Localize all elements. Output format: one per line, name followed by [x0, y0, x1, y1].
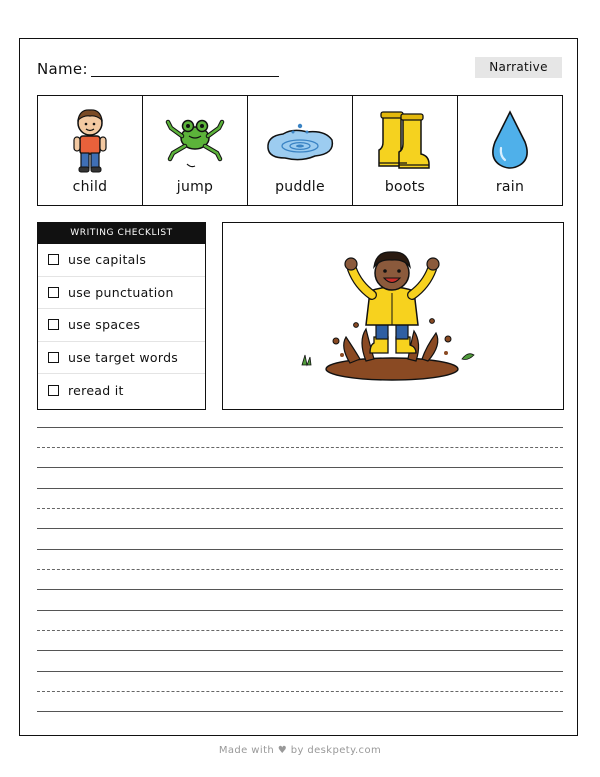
checkbox[interactable] [48, 352, 59, 363]
writing-line[interactable] [37, 467, 563, 468]
vocab-word: child [72, 179, 108, 195]
vocab-word: rain [495, 179, 525, 195]
checklist-title: WRITING CHECKLIST [38, 223, 205, 244]
checklist-item-label: reread it [68, 383, 124, 399]
genre-badge: Narrative [475, 57, 562, 78]
vocab-word: boots [384, 179, 426, 195]
checkbox[interactable] [48, 287, 59, 298]
child-jumping-in-puddle-illustration [296, 245, 486, 385]
vocab-card-jump [143, 96, 248, 205]
checklist-item-label: use target words [68, 350, 179, 366]
footer-made-with: Made with [218, 745, 275, 756]
vocab-word: puddle [275, 179, 325, 195]
puddle-icon [263, 106, 337, 176]
writing-line[interactable] [37, 589, 563, 590]
checkbox[interactable] [48, 254, 59, 265]
heart-icon: ♥ [277, 745, 288, 756]
raindrop-icon [485, 106, 535, 176]
worksheet [19, 38, 578, 736]
name-label: Name: [37, 60, 88, 78]
writing-line[interactable] [37, 711, 563, 712]
writing-midline [37, 691, 563, 692]
writing-midline [37, 569, 563, 570]
checkbox[interactable] [48, 319, 59, 330]
writing-line[interactable] [37, 549, 563, 550]
writing-line[interactable] [37, 488, 563, 489]
writing-line[interactable] [37, 528, 563, 529]
writing-line[interactable] [37, 610, 563, 611]
checkbox[interactable] [48, 385, 59, 396]
writing-line[interactable] [37, 650, 563, 651]
checklist-item[interactable] [38, 374, 205, 407]
story-picture [222, 222, 564, 410]
writing-checklist [37, 222, 206, 410]
writing-midline [37, 447, 563, 448]
vocab-card-child [38, 96, 143, 205]
vocab-card-boots [353, 96, 458, 205]
checklist-item[interactable] [38, 342, 205, 375]
boots-icon [373, 106, 437, 176]
vocabulary-row [37, 95, 563, 206]
footer-by: by deskpety.com [290, 745, 382, 756]
writing-midline [37, 508, 563, 509]
checklist-item[interactable] [38, 309, 205, 342]
writing-line[interactable] [37, 671, 563, 672]
name-input-line[interactable] [91, 76, 279, 77]
vocab-card-rain [458, 96, 562, 205]
footer-credit [0, 745, 600, 756]
frog-icon [165, 106, 225, 176]
checklist-item-label: use capitals [68, 252, 147, 268]
vocab-card-puddle [248, 96, 353, 205]
writing-line[interactable] [37, 427, 563, 428]
checklist-item-label: use spaces [68, 317, 141, 333]
checklist-item[interactable] [38, 277, 205, 310]
vocab-word: jump [176, 179, 214, 195]
checklist-item[interactable] [38, 244, 205, 277]
child-icon [60, 106, 120, 176]
checklist-item-label: use punctuation [68, 284, 174, 300]
writing-midline [37, 630, 563, 631]
